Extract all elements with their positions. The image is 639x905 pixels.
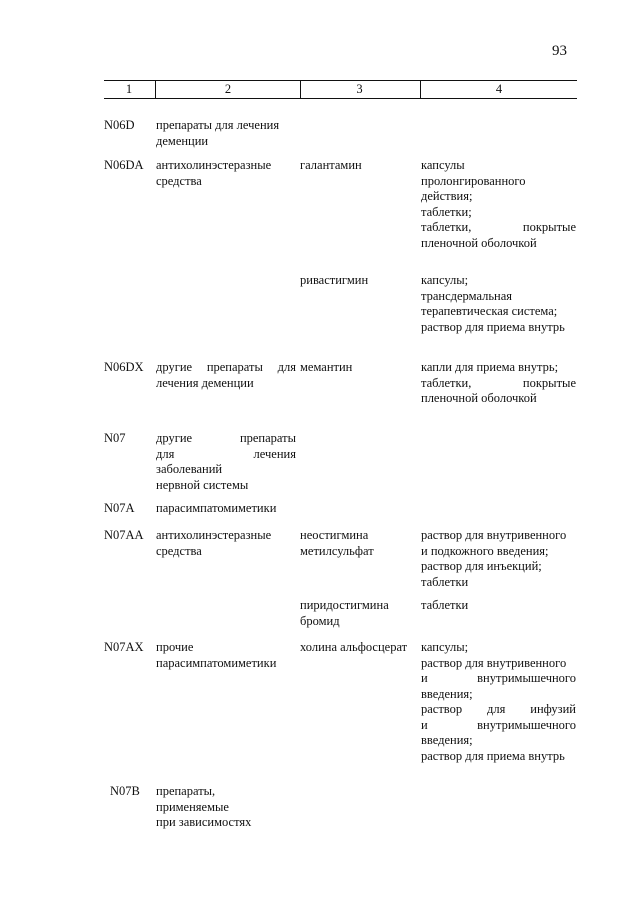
dosage-form-line: капсулы; [421,640,469,654]
dosage-form-cell [421,360,576,407]
atc-group-name-line [156,431,296,447]
drug-name-cell [300,158,417,174]
dosage-form-line: действия; [421,189,473,203]
drug-name-line: бромид [300,613,340,628]
atc-group-name-line [156,360,296,376]
dosage-form-line: таблетки [421,574,469,589]
header-col-1: 1 [125,82,133,96]
dosage-form-cell [421,158,576,251]
dosage-form-line: таблетки [421,598,469,612]
dosage-form-line: пролонгированного [421,173,526,188]
word: покрытые [522,375,576,390]
atc-group-name-cell [156,360,296,391]
atc-group-name-line: средства [156,543,202,558]
dosage-form-line: введения; [421,686,473,701]
dosage-form-line: терапевтическая система; [421,304,558,318]
dosage-form-cell [421,528,576,590]
word: внутримышечного [477,671,576,685]
atc-group-name-line: прочие [156,640,194,654]
dosage-form-line [421,718,576,734]
word: и [421,717,428,732]
dosage-form-line: раствор для приема внутрь [421,319,565,334]
atc-group-name-line: парасимпатомиметики [156,655,277,670]
dosage-form-line: раствор для внутривенного [421,528,567,542]
dosage-form-line: капсулы [421,158,465,172]
dosage-form-line: капли для приема внутрь; [421,360,559,374]
atc-group-name-cell [156,118,296,149]
word: для [156,446,175,461]
dosage-form-line: пленочной оболочкой [421,391,537,405]
atc-code: N07AA [104,528,144,542]
drug-name-line: метилсульфат [300,543,374,558]
word: другие [156,360,193,374]
drug-name-line: холина альфосцерат [300,640,408,654]
atc-group-name-line: применяемые [156,799,229,814]
atc-group-name-line: при зависимостях [156,815,252,829]
dosage-form-line: таблетки; [421,204,472,219]
atc-group-name-line: антихолинэстеразные [156,528,272,542]
atc-code: N06D [104,118,135,132]
word: другие [156,431,193,445]
dosage-form-line: введения; [421,733,473,747]
header-col-2: 2 [224,82,232,96]
drug-name-line: мемантин [300,360,353,374]
word: препараты [206,360,263,374]
word: таблетки, [421,220,472,234]
atc-group-name-line: антихолинэстеразные [156,158,272,172]
dosage-form-cell [421,598,576,614]
word: для [487,702,506,716]
atc-group-name-cell [156,784,296,831]
atc-group-name-line: парасимпатомиметики [156,501,277,515]
drug-name-cell [300,640,417,656]
word: и [421,671,428,685]
drug-name-cell [300,528,417,559]
atc-group-name-line: лечения деменции [156,375,254,390]
header-col-3: 3 [356,82,363,96]
dosage-form-line: пленочной оболочкой [421,235,537,250]
dosage-form-line [421,702,576,718]
dosage-form-line [421,671,576,687]
atc-group-name-cell [156,431,296,493]
drug-name-line: пиридостигмина [300,598,389,612]
word: раствор [421,702,463,716]
drug-name-cell [300,360,417,376]
atc-code: N06DX [104,360,144,374]
page-number: 93 [552,43,567,59]
atc-group-name-line: средства [156,173,202,188]
atc-group-name-cell [156,501,296,517]
dosage-form-line: и подкожного введения; [421,543,549,558]
dosage-form-line [421,376,576,392]
atc-group-name-line: препараты, [156,784,216,798]
atc-group-name-line [156,447,296,463]
drug-name-line: ривастигмин [300,273,369,287]
drug-name-line: неостигмина [300,528,369,542]
word: инфузий [530,702,576,716]
table-header-row [104,80,577,99]
atc-group-name-cell [156,528,296,559]
dosage-form-cell [421,273,576,335]
word: покрытые [522,220,576,234]
word: внутримышечного [477,717,576,732]
dosage-form-line: трансдермальная [421,288,513,303]
dosage-form-line: раствор для внутривенного [421,655,567,670]
dosage-form-line: раствор для инъекций; [421,559,542,573]
atc-group-name-line: препараты для лечения [156,118,280,132]
atc-group-name-cell [156,640,296,671]
dosage-form-line [421,220,576,236]
atc-group-name-line: заболеваний [156,462,223,476]
atc-code: N07B [110,784,140,798]
word: препараты [239,431,296,445]
dosage-form-line: раствор для приема внутрь [421,748,565,763]
atc-code: N07AX [104,640,144,654]
dosage-form-line: капсулы; [421,273,469,287]
atc-code: N07 [104,431,126,445]
word: для [277,360,296,374]
atc-code: N06DA [104,158,144,172]
word: таблетки, [421,375,472,390]
word: лечения [253,446,296,461]
atc-group-name-cell [156,158,296,189]
atc-group-name-line: деменции [156,133,209,148]
header-col-4: 4 [495,82,503,96]
drug-name-cell [300,598,417,629]
drug-name-line: галантамин [300,158,362,172]
atc-group-name-line: нервной системы [156,477,249,492]
drug-name-cell [300,273,417,289]
dosage-form-cell [421,640,576,764]
atc-code: N07A [104,501,135,515]
